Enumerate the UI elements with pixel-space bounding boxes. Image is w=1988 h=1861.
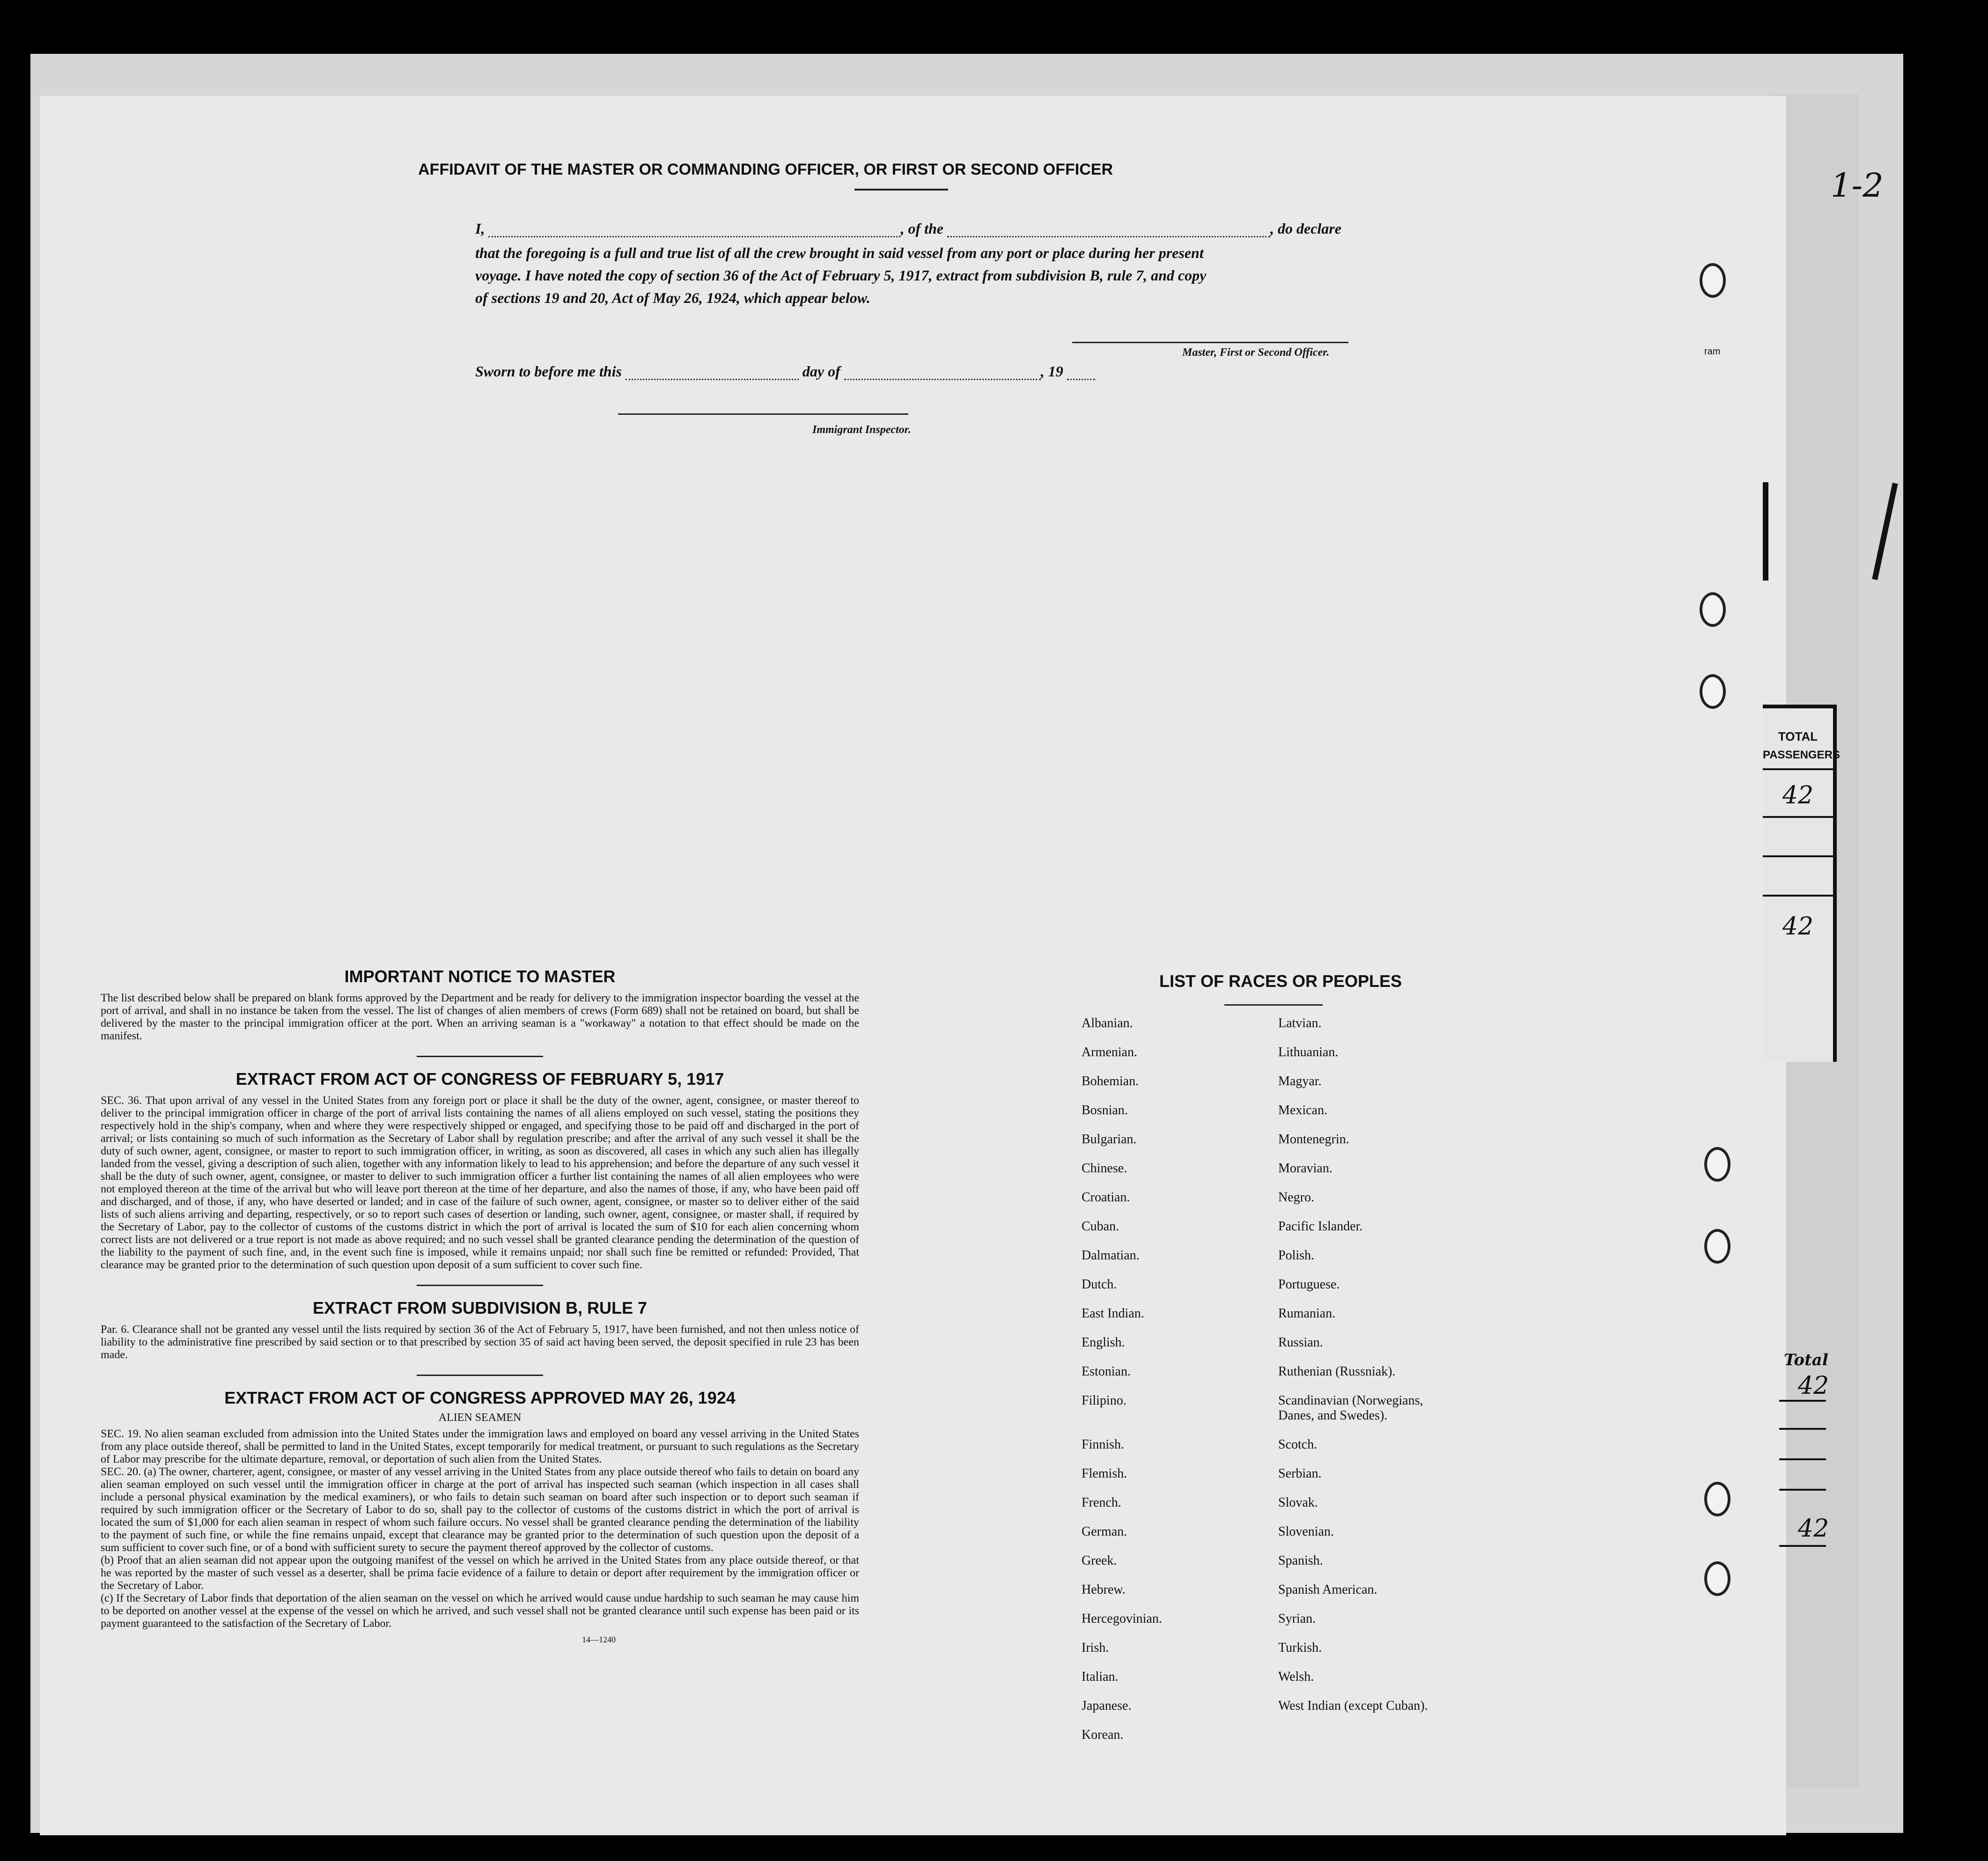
- race-item: German.: [1082, 1524, 1127, 1539]
- race-item: Magyar.: [1278, 1074, 1322, 1089]
- race-item: Greek.: [1082, 1553, 1117, 1568]
- sec20c-text: (c) If the Secretary of Labor finds that deportation of the alien seaman on the vessel on which he arrived would cause undue hardship to such seaman he may cause him to be deported on another vessel at the expense of the vessel on which he arrived, and such vessel shall not be granted clearance until such expense has been paid or its payment guaranteed to the satisfaction of the Secretary of Labor.: [101, 1592, 859, 1630]
- binder-hole: [1704, 1147, 1730, 1182]
- race-item: Pacific Islander.: [1278, 1219, 1363, 1234]
- race-item: English.: [1082, 1335, 1125, 1350]
- race-item: Latvian.: [1278, 1016, 1322, 1030]
- year-blank: [1067, 363, 1095, 380]
- race-item: Montenegrin.: [1278, 1132, 1349, 1147]
- inspector-caption: Immigrant Inspector.: [812, 424, 911, 436]
- race-item: Estonian.: [1082, 1364, 1131, 1379]
- form-sheet: [40, 96, 1786, 1835]
- race-item: Armenian.: [1082, 1045, 1137, 1059]
- i-label: I,: [475, 220, 485, 237]
- day-of-label: day of: [802, 363, 840, 380]
- race-item: Ruthenian (Russniak).: [1278, 1364, 1396, 1379]
- total-value: 42: [1798, 1372, 1829, 1400]
- notice-body: The list described below shall be prepared on blank forms approved by the Department and be ready for delivery to the immigration inspector boarding the vessel at the port of arrival, and shall in no instance be taken from the vessel. The list of changes of alien members of crews (Form 689) shall not be retained on board, but shall be delivered by the master to the principal immigration officer at the port. When an arriving seaman is a "workaway" a notation to that effect should be made on the manifest.: [101, 992, 859, 1042]
- affidavit-title: AFFIDAVIT OF THE MASTER OR COMMANDING OFFICER, OR FIRST OR SECOND OFFICER: [418, 161, 1113, 178]
- name-blank: [488, 220, 900, 237]
- race-item: Polish.: [1278, 1248, 1315, 1263]
- race-item: West Indian (except Cuban).: [1278, 1699, 1428, 1713]
- race-item: Scotch.: [1278, 1437, 1318, 1452]
- form-number: 14—1240: [582, 1635, 616, 1644]
- extract-1917-title: EXTRACT FROM ACT OF CONGRESS OF FEBRUARY 5, 1917: [236, 1069, 724, 1089]
- race-item: Croatian.: [1082, 1190, 1130, 1205]
- title-rule: [854, 189, 948, 191]
- race-item: Hercegovinian.: [1082, 1611, 1162, 1626]
- year-label: , 19: [1040, 363, 1063, 380]
- sworn-line: [475, 363, 1095, 380]
- race-item: Bulgarian.: [1082, 1132, 1137, 1147]
- extract-rule7-body: Par. 6. Clearance shall not be granted any vessel until the lists required by section 36 of the Act of February 5, 1917, have been furnished, and not then unless notice of liability to the administrative fine prescribed by said section or to that prescribed by section 35 of said act having been served, the deposit specified in rule 23 has been made.: [101, 1324, 859, 1361]
- sworn-label: Sworn to before me this: [475, 363, 622, 380]
- race-item: Lithuanian.: [1278, 1045, 1339, 1059]
- race-item: Bosnian.: [1082, 1103, 1128, 1118]
- notice-title: IMPORTANT NOTICE TO MASTER: [344, 967, 616, 986]
- race-item: Chinese.: [1082, 1161, 1127, 1176]
- race-item: Mexican.: [1278, 1103, 1327, 1118]
- race-item: Hebrew.: [1082, 1582, 1126, 1597]
- race-item: Dalmatian.: [1082, 1248, 1140, 1263]
- race-item: East Indian.: [1082, 1306, 1144, 1321]
- race-item: Slovak.: [1278, 1495, 1318, 1510]
- total-rule: [1779, 1400, 1826, 1402]
- race-item: Rumanian.: [1278, 1306, 1336, 1321]
- total-value-2: 42: [1798, 1515, 1829, 1543]
- affidavit-line-2: that the foregoing is a full and true list of all the crew brought in said vessel from any port or place during her present: [475, 244, 1204, 261]
- race-item: Filipino.: [1082, 1393, 1127, 1408]
- signature-caption: Master, First or Second Officer.: [1182, 346, 1330, 359]
- race-item: Dutch.: [1082, 1277, 1117, 1292]
- handwritten-stroke: [1763, 482, 1768, 581]
- affidavit-line-3: voyage. I have noted the copy of section 36 of the Act of February 5, 1917, extract from subdivision B, rule 7, and copy: [475, 267, 1207, 284]
- affidavit-line-1: [475, 220, 1341, 237]
- affidavit-line-4: of sections 19 and 20, Act of May 26, 1924, which appear below.: [475, 289, 870, 306]
- race-item: Serbian.: [1278, 1466, 1322, 1481]
- race-item: Spanish.: [1278, 1553, 1323, 1568]
- race-item: Albanian.: [1082, 1016, 1133, 1030]
- binder-hole: [1704, 1229, 1730, 1264]
- race-item: Italian.: [1082, 1670, 1119, 1684]
- of-the-label: , of the: [900, 220, 943, 237]
- binder-hole: [1704, 1561, 1730, 1596]
- sworn-day-blank: [626, 363, 799, 380]
- extract-rule7-rule: [417, 1375, 543, 1376]
- inspector-line: [618, 413, 908, 415]
- total-passengers-value-2: 42: [1782, 912, 1814, 941]
- extract-1917-rule: [417, 1285, 543, 1286]
- race-item: Slovenian.: [1278, 1524, 1334, 1539]
- total-rule: [1779, 1428, 1826, 1430]
- notice-rule: [417, 1056, 543, 1057]
- sec20a-text: SEC. 20. (a) The owner, charterer, agent, consignee, or master of any vessel arriving in the United States from any place outside thereof who fails to detain on board any alien seaman employed on such vessel until the immigration officer in charge at the port of arrival has inspected such seaman (which inspection in all cases shall include a personal physical examination by the medical examiners), or who fails to detain such seaman on board after such inspection or to deport such seaman if required by such immigration officer or the Secretary of Labor to do so, shall pay to the collector of customs of the customs district in which the port of arrival is located the sum of $1,000 for each alien seaman in respect of whom such failure occurs. No vessel shall be granted clearance pending the determination of the liability to the payment of such fine, or while the fine remains unpaid, except that clearance may be granted prior to the determination of such question upon the deposit of a sum sufficient to cover such fine, or of a bond with sufficient surety to secure the payment thereof approved by the collector of customs.: [101, 1466, 859, 1554]
- race-item: Turkish.: [1278, 1640, 1322, 1655]
- race-item: Danes, and Swedes).: [1278, 1408, 1388, 1423]
- extract-1924-title: EXTRACT FROM ACT OF CONGRESS APPROVED MAY 26, 1924: [224, 1388, 736, 1407]
- races-rule: [1224, 1004, 1323, 1006]
- total-passengers-box: [1763, 705, 1840, 1062]
- race-item: Portuguese.: [1278, 1277, 1340, 1292]
- total-rule: [1779, 1489, 1826, 1491]
- races-title: LIST OF RACES OR PEOPLES: [1159, 971, 1402, 991]
- extract-1917-body: SEC. 36. That upon arrival of any vessel in the United States from any foreign port or place it shall be the duty of the owner, agent, consignee, or master thereof to deliver to the principal immigration officer in charge of the port of arrival lists containing the names of all aliens employed on such vessel, stating the positions they respectively hold in the ship's company, when and where they were respectively shipped or engaged, and specifying those to be paid off and discharged in the port of arrival; or lists containing so much of such information as the Secretary of Labor shall by regulation prescribe; and after the arrival of any such vessel it shall be the duty of such owner, agent, consignee, or master to report to such immigration officer, in writing, as soon as discovered, all cases in which any such alien has illegally landed from the vessel, giving a description of such alien, together with any information likely to lead to his apprehension; and before the departure of any such vessel it shall be the duty of such owner, agent, consignee, or master to deliver to such immigration officer a further list containing the names of all alien employees who were not employed thereon at the time of the arrival but who will leave port thereon at the time of her departure, and also the names of those, if any, who have been paid off and discharged, and of those, if any, who have deserted or landed; and in case of the failure of such owner, agent, consignee, or master so to deliver either of the said lists of such aliens arriving and departing, respectively, or so to report such cases of desertion or landing, such owner, agent, consignee, or master shall, if required by the Secretary of Labor, pay to the collector of customs of the customs district in which the port of arrival is located the sum of $10 for each alien concerning whom correct lists are not delivered or a true report is not made as above required; and no such vessel shall be granted clearance pending the determination of the question of the liability to the payment of such fine, and, in the event such fine is imposed, while it remains unpaid; nor shall such fine be remitted or refunded: Provided, That clearance may be granted prior to the determination of such question upon deposit of a sum sufficient to cover such fine.: [101, 1095, 859, 1271]
- declare-label: , do declare: [1270, 220, 1341, 237]
- total-passengers-value: 42: [1782, 781, 1814, 809]
- notices-column: [101, 967, 859, 1645]
- race-item: Negro.: [1278, 1190, 1314, 1205]
- total-label: Total: [1784, 1351, 1828, 1369]
- edge-text: ram: [1704, 346, 1721, 357]
- sec19-text: SEC. 19. No alien seaman excluded from admission into the United States under the immigration laws and employed on board any vessel arriving in the United States from any place outside thereof, shall be permitted to land in the United States, except temporarily for medical treatment, or pursuant to such regulations as the Secretary of Labor may prescribe for the ultimate departure, removal, or deportation of such alien from the United States.: [101, 1428, 859, 1465]
- race-item: Moravian.: [1278, 1161, 1333, 1176]
- alien-seamen-subtitle: ALIEN SEAMEN: [438, 1412, 522, 1424]
- extract-rule7-title: EXTRACT FROM SUBDIVISION B, RULE 7: [312, 1298, 648, 1317]
- race-item: Scandinavian (Norwegians,: [1278, 1393, 1423, 1408]
- total-rule: [1779, 1545, 1826, 1547]
- binder-hole: [1700, 263, 1726, 298]
- race-item: Bohemian.: [1082, 1074, 1139, 1089]
- race-item: Finnish.: [1082, 1437, 1125, 1452]
- page-mark: 1-2: [1831, 166, 1884, 205]
- races-left-column: [1082, 1016, 1269, 1757]
- races-right-column: [1278, 1016, 1522, 1728]
- vessel-blank: [947, 220, 1270, 237]
- race-item: Irish.: [1082, 1640, 1109, 1655]
- race-item: Korean.: [1082, 1728, 1124, 1742]
- signature-line: [1072, 342, 1348, 343]
- binder-hole: [1700, 674, 1726, 709]
- total-passengers-label-1: TOTAL: [1778, 729, 1818, 743]
- race-item: Spanish American.: [1278, 1582, 1377, 1597]
- total-passengers-label-2: PASSENGERS: [1763, 749, 1840, 761]
- binder-hole: [1704, 1482, 1730, 1516]
- race-item: Flemish.: [1082, 1466, 1127, 1481]
- race-item: Welsh.: [1278, 1670, 1314, 1684]
- sworn-month-blank: [844, 363, 1041, 380]
- race-item: Japanese.: [1082, 1699, 1132, 1713]
- race-item: Cuban.: [1082, 1219, 1119, 1234]
- binder-hole: [1700, 592, 1726, 627]
- total-rule: [1779, 1458, 1826, 1460]
- race-item: Syrian.: [1278, 1611, 1316, 1626]
- sec20b-text: (b) Proof that an alien seaman did not appear upon the outgoing manifest of the vessel on which he arrived in the United States from any place outside thereof, or that he was reported by the master of such vessel as a deserter, shall be prima facie evidence of a failure to detain or deport after requirement by the immigration officer or the Secretary of Labor.: [101, 1554, 859, 1592]
- race-item: French.: [1082, 1495, 1121, 1510]
- race-item: Russian.: [1278, 1335, 1323, 1350]
